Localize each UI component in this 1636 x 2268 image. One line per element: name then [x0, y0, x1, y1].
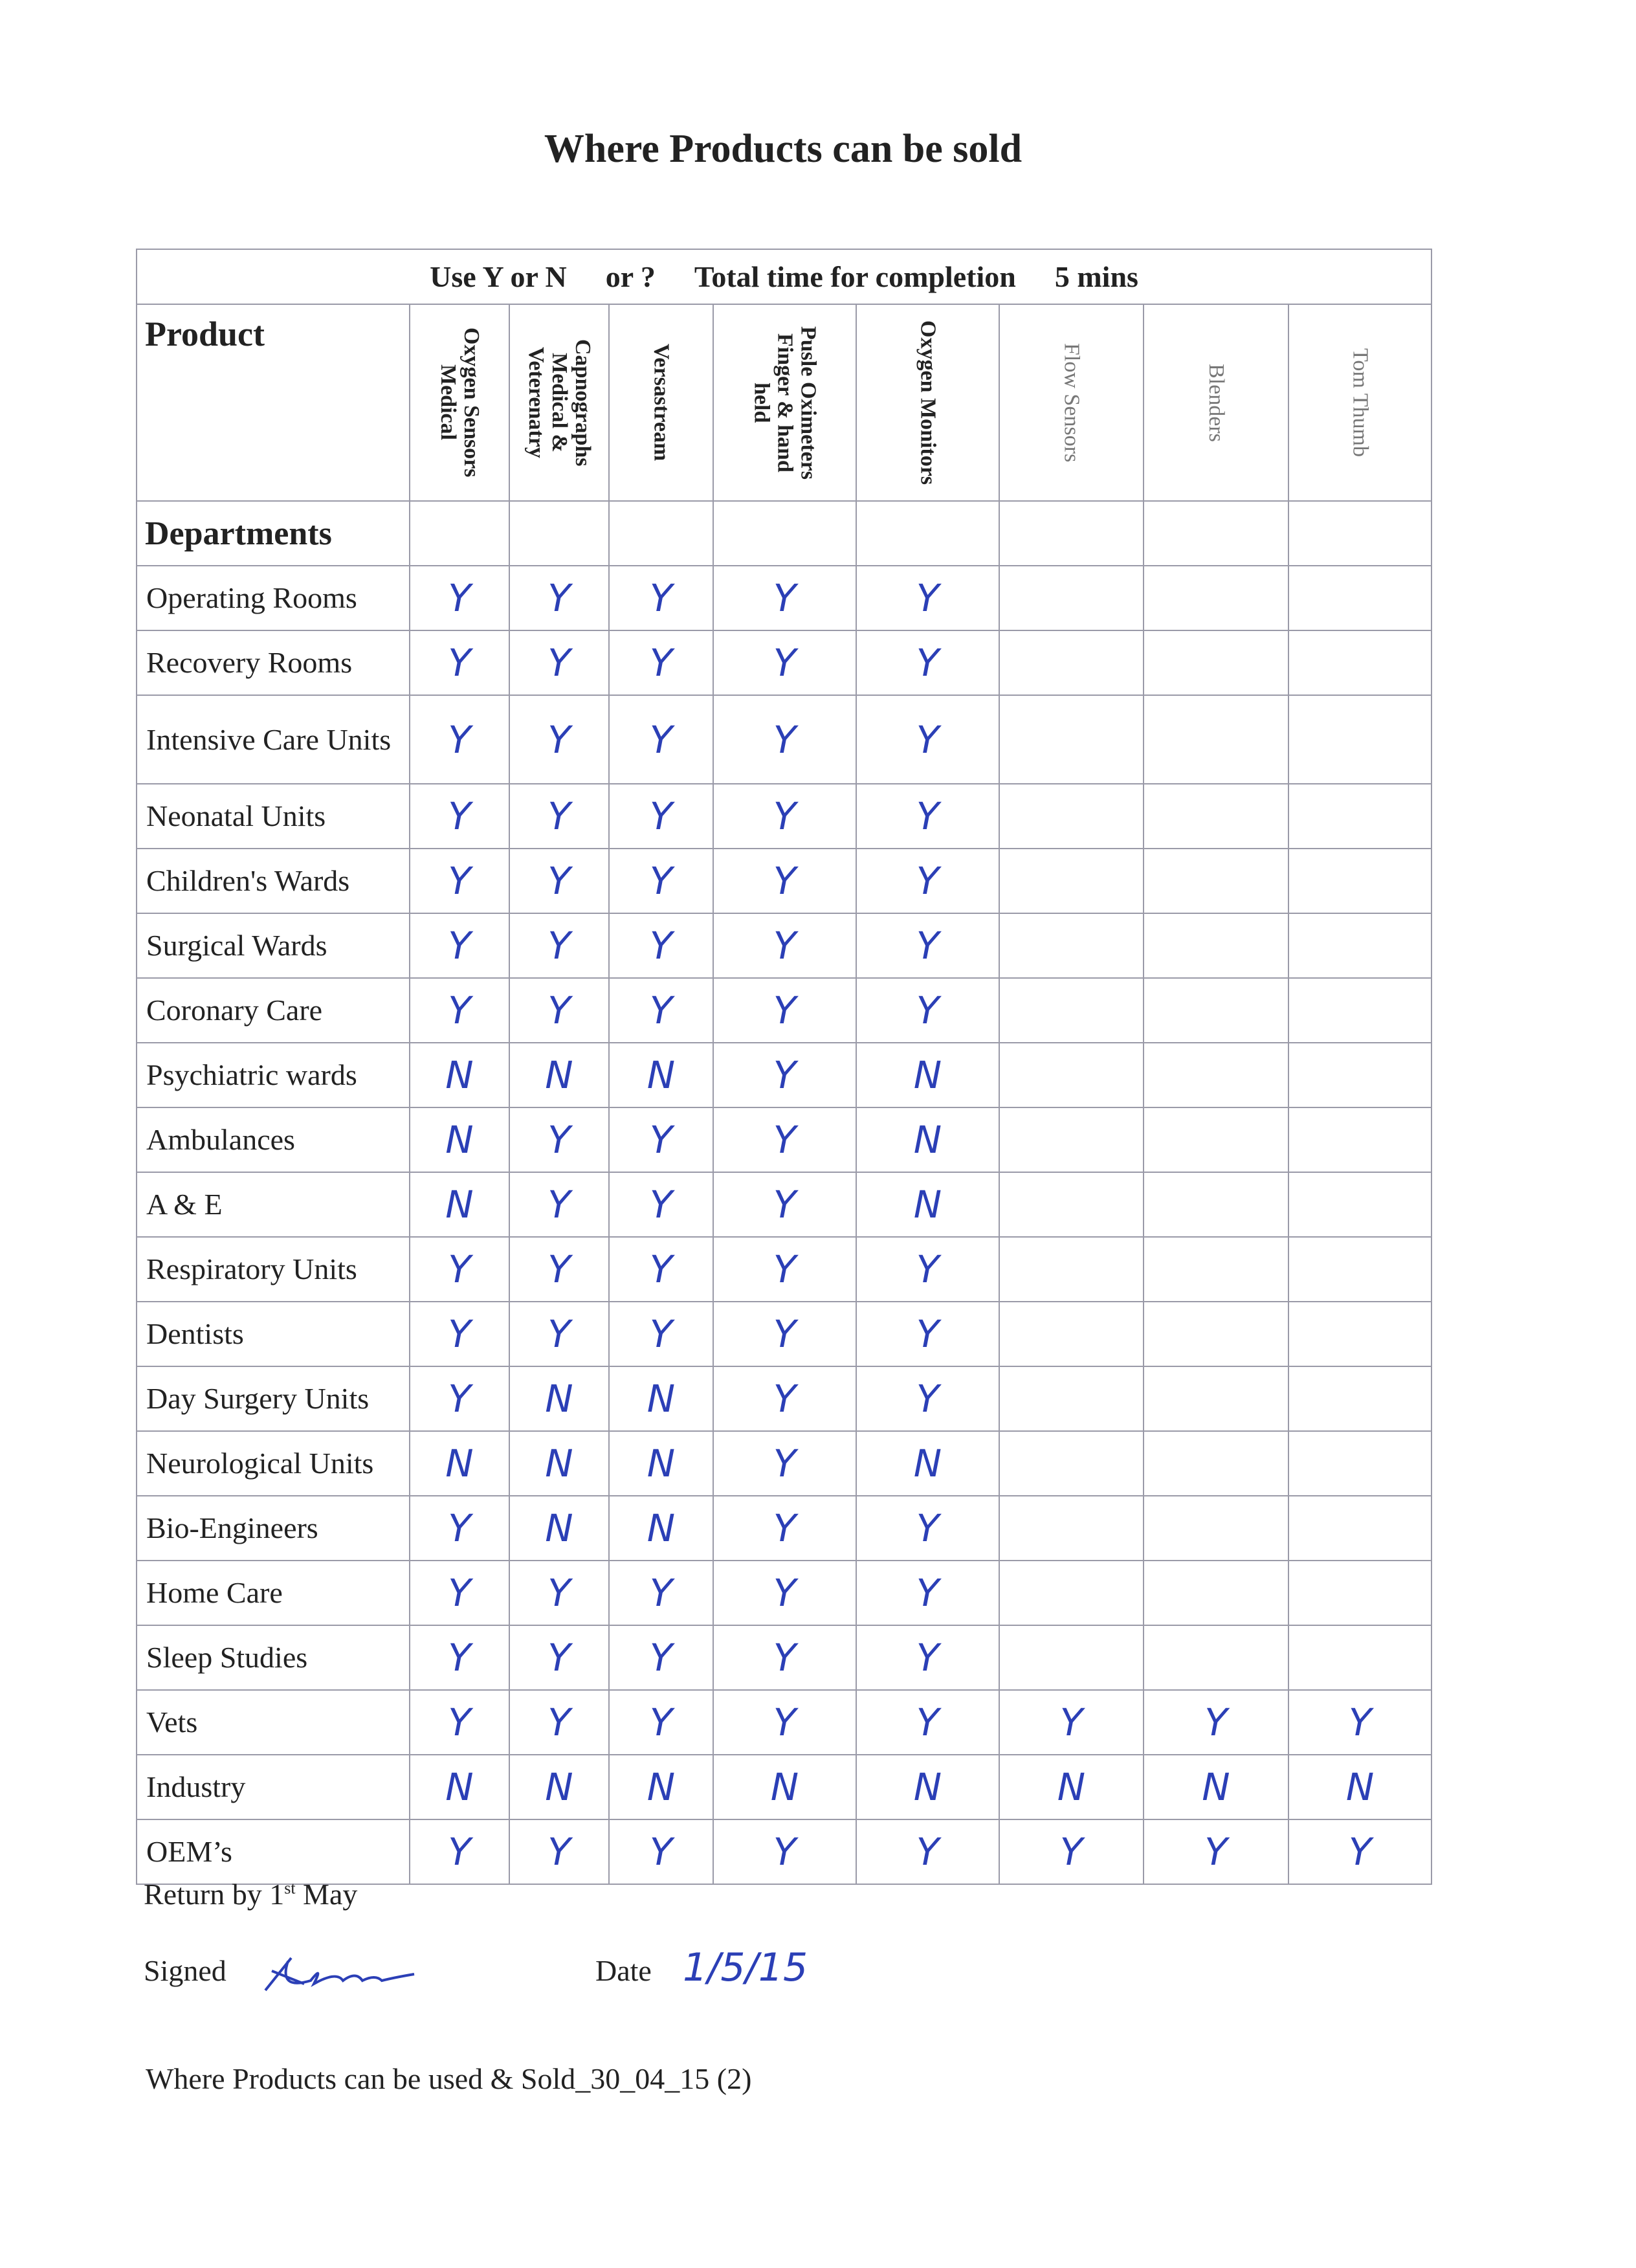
answer-cell[interactable]	[999, 1107, 1144, 1172]
table-row	[137, 1237, 1432, 1302]
answer-cell[interactable]	[1144, 1043, 1288, 1107]
answer-cell[interactable]: Y	[856, 1690, 999, 1755]
answer-cell[interactable]: Y	[713, 978, 856, 1043]
product-column-header	[999, 304, 1144, 501]
department-name: Neurological Units	[137, 1431, 410, 1496]
answer-cell[interactable]: N	[1288, 1755, 1432, 1819]
answer-cell[interactable]	[1288, 913, 1432, 978]
answer-cell[interactable]: Y	[410, 695, 509, 784]
answer-cell[interactable]: N	[856, 1107, 999, 1172]
signed-label: Signed	[144, 1954, 227, 1987]
answer-cell[interactable]: Y	[713, 1237, 856, 1302]
answer-cell[interactable]: Y	[609, 1302, 713, 1366]
department-name: Vets	[137, 1690, 410, 1755]
answer-cell[interactable]: Y	[1288, 1690, 1432, 1755]
answer-cell[interactable]: N	[410, 1755, 509, 1819]
table-row	[137, 630, 1432, 695]
answer-cell[interactable]: N	[713, 1755, 856, 1819]
answer-cell[interactable]: Y	[856, 784, 999, 849]
answer-cell[interactable]	[1144, 695, 1288, 784]
answer-cell[interactable]: Y	[713, 630, 856, 695]
answer-cell[interactable]: Y	[410, 1625, 509, 1690]
answer-cell[interactable]	[999, 978, 1144, 1043]
answer-cell[interactable]: N	[609, 1496, 713, 1561]
answer-cell[interactable]: N	[410, 1172, 509, 1237]
answer-cell[interactable]	[1144, 1496, 1288, 1561]
answer-cell[interactable]: N	[856, 1043, 999, 1107]
answer-cell[interactable]: Y	[856, 1366, 999, 1431]
answer-cell[interactable]: Y	[410, 1561, 509, 1625]
table-row	[137, 1690, 1432, 1755]
table-row	[137, 1107, 1432, 1172]
answer-cell[interactable]: N	[509, 1496, 609, 1561]
answer-cell[interactable]: Y	[509, 1172, 609, 1237]
return-by	[144, 1877, 357, 1911]
answer-cell[interactable]: Y	[609, 566, 713, 630]
answer-cell[interactable]: Y	[713, 784, 856, 849]
answer-cell[interactable]: N	[856, 1172, 999, 1237]
instructions-row	[137, 249, 1432, 304]
answer-cell[interactable]	[1288, 1237, 1432, 1302]
answer-cell[interactable]: Y	[856, 1819, 999, 1884]
departments-header: Departments	[137, 501, 410, 566]
answer-cell[interactable]: Y	[856, 566, 999, 630]
department-name: Ambulances	[137, 1107, 410, 1172]
answer-cell[interactable]: Y	[713, 1819, 856, 1884]
department-name: Neonatal Units	[137, 784, 410, 849]
empty-cell	[1288, 501, 1432, 566]
answer-cell[interactable]: N	[609, 1366, 713, 1431]
answer-cell[interactable]: Y	[509, 1237, 609, 1302]
department-name: Industry	[137, 1755, 410, 1819]
answer-cell[interactable]: Y	[509, 849, 609, 913]
answer-cell[interactable]: Y	[509, 784, 609, 849]
answer-cell[interactable]: N	[1144, 1755, 1288, 1819]
answer-cell[interactable]: Y	[999, 1819, 1144, 1884]
answer-cell[interactable]: Y	[856, 849, 999, 913]
table-row	[137, 1819, 1432, 1884]
answer-cell[interactable]: N	[410, 1043, 509, 1107]
answer-cell[interactable]: Y	[609, 1172, 713, 1237]
empty-cell	[1144, 501, 1288, 566]
product-name: Flow Sensors	[1059, 342, 1084, 463]
answer-cell[interactable]: Y	[509, 913, 609, 978]
answer-cell[interactable]	[1288, 1496, 1432, 1561]
answer-cell[interactable]: Y	[713, 695, 856, 784]
answer-cell[interactable]	[999, 1237, 1144, 1302]
product-name: Oxygen Sensors Medical	[436, 328, 483, 478]
answer-cell[interactable]	[1144, 1107, 1288, 1172]
answer-cell[interactable]: Y	[509, 978, 609, 1043]
answer-cell[interactable]: Y	[1288, 1819, 1432, 1884]
date-value: 1/5/15	[683, 1945, 808, 1990]
department-name: Coronary Care	[137, 978, 410, 1043]
date-label: Date	[595, 1954, 652, 1987]
answer-cell[interactable]: Y	[410, 566, 509, 630]
product-column-header	[609, 304, 713, 501]
answer-cell[interactable]	[1144, 978, 1288, 1043]
answer-cell[interactable]: Y	[509, 1690, 609, 1755]
answer-cell[interactable]: Y	[509, 566, 609, 630]
answer-cell[interactable]	[1288, 1431, 1432, 1496]
answer-cell[interactable]	[1288, 1561, 1432, 1625]
answer-cell[interactable]: Y	[509, 1819, 609, 1884]
answer-cell[interactable]: N	[410, 1431, 509, 1496]
answer-cell[interactable]: Y	[856, 695, 999, 784]
answer-cell[interactable]: Y	[713, 849, 856, 913]
return-by-text: Return by 1	[144, 1878, 285, 1911]
answer-cell[interactable]	[1288, 849, 1432, 913]
answer-cell[interactable]	[1144, 1625, 1288, 1690]
footer-filename: Where Products can be used & Sold_30_04_15 (2)	[146, 2062, 752, 2095]
answer-cell[interactable]: Y	[609, 1625, 713, 1690]
instruction-use: Use Y or N	[430, 260, 567, 293]
table-row	[137, 1431, 1432, 1496]
answer-cell[interactable]: Y	[410, 1366, 509, 1431]
department-name: OEM’s	[137, 1819, 410, 1884]
empty-cell	[713, 501, 856, 566]
answer-cell[interactable]: Y	[713, 566, 856, 630]
answer-cell[interactable]: N	[410, 1107, 509, 1172]
answer-cell[interactable]	[1288, 695, 1432, 784]
empty-cell	[999, 501, 1144, 566]
answer-cell[interactable]: N	[856, 1755, 999, 1819]
answer-cell[interactable]	[1144, 1431, 1288, 1496]
answer-cell[interactable]	[999, 630, 1144, 695]
answer-cell[interactable]: Y	[856, 913, 999, 978]
answer-cell[interactable]	[999, 1561, 1144, 1625]
answer-cell[interactable]	[1288, 978, 1432, 1043]
department-name: A & E	[137, 1172, 410, 1237]
answer-cell[interactable]: N	[609, 1431, 713, 1496]
instruction-or: or ?	[605, 260, 656, 293]
answer-cell[interactable]	[1288, 566, 1432, 630]
answer-cell[interactable]	[1144, 566, 1288, 630]
answer-cell[interactable]: Y	[713, 913, 856, 978]
answer-cell[interactable]: Y	[856, 1237, 999, 1302]
product-column-header	[410, 304, 509, 501]
page-title: Where Products can be sold	[544, 127, 1022, 171]
answer-cell[interactable]: Y	[856, 1625, 999, 1690]
answer-cell[interactable]: Y	[509, 1561, 609, 1625]
department-name: Day Surgery Units	[137, 1366, 410, 1431]
table-row	[137, 1755, 1432, 1819]
answer-cell[interactable]: Y	[509, 630, 609, 695]
answer-cell[interactable]	[1144, 784, 1288, 849]
answer-cell[interactable]: N	[509, 1043, 609, 1107]
answer-cell[interactable]: Y	[609, 1561, 713, 1625]
answer-cell[interactable]: Y	[609, 1107, 713, 1172]
answer-cell[interactable]: Y	[509, 1107, 609, 1172]
answer-cell[interactable]	[999, 695, 1144, 784]
department-name: Recovery Rooms	[137, 630, 410, 695]
answer-cell[interactable]: Y	[609, 978, 713, 1043]
answer-cell[interactable]	[1288, 1107, 1432, 1172]
answer-cell[interactable]	[1288, 1172, 1432, 1237]
answer-cell[interactable]: Y	[609, 1690, 713, 1755]
product-column-header	[1288, 304, 1432, 501]
answer-cell[interactable]	[1144, 913, 1288, 978]
answer-cell[interactable]	[1288, 1043, 1432, 1107]
answer-cell[interactable]: Y	[713, 1690, 856, 1755]
answer-cell[interactable]: N	[999, 1755, 1144, 1819]
time-label: Total time for completion	[694, 260, 1016, 293]
answer-cell[interactable]: Y	[410, 784, 509, 849]
answer-cell[interactable]: Y	[713, 1431, 856, 1496]
answer-cell[interactable]	[1288, 630, 1432, 695]
department-name: Sleep Studies	[137, 1625, 410, 1690]
table-row	[137, 1366, 1432, 1431]
answer-cell[interactable]: Y	[410, 1496, 509, 1561]
answer-cell[interactable]: Y	[713, 1366, 856, 1431]
answer-cell[interactable]: Y	[713, 1561, 856, 1625]
product-name: Oxygen Monitors	[916, 320, 940, 485]
answer-cell[interactable]	[1144, 1237, 1288, 1302]
answer-cell[interactable]: N	[856, 1431, 999, 1496]
answer-cell[interactable]: Y	[609, 695, 713, 784]
answer-cell[interactable]	[1144, 1561, 1288, 1625]
table-row	[137, 849, 1432, 913]
table-row	[137, 1043, 1432, 1107]
answer-cell[interactable]: Y	[609, 913, 713, 978]
product-name: Tom Thumb	[1348, 348, 1373, 457]
table-row	[137, 784, 1432, 849]
answer-cell[interactable]: Y	[713, 1107, 856, 1172]
answer-cell[interactable]: Y	[856, 1561, 999, 1625]
time-value: 5 mins	[1054, 260, 1138, 293]
return-by-month: May	[295, 1878, 358, 1911]
department-name: Intensive Care Units	[137, 695, 410, 784]
table-row	[137, 1496, 1432, 1561]
answer-cell[interactable]: Y	[856, 978, 999, 1043]
empty-cell	[509, 501, 609, 566]
answer-cell[interactable]: Y	[999, 1690, 1144, 1755]
return-by-sup: st	[284, 1878, 296, 1898]
answer-cell[interactable]	[1288, 784, 1432, 849]
answer-cell[interactable]: Y	[856, 1496, 999, 1561]
product-column-header	[1144, 304, 1288, 501]
answer-cell[interactable]: Y	[609, 1237, 713, 1302]
answer-cell[interactable]	[999, 784, 1144, 849]
answer-cell[interactable]: Y	[410, 630, 509, 695]
answer-cell[interactable]: Y	[713, 1043, 856, 1107]
answer-cell[interactable]: Y	[410, 1819, 509, 1884]
answer-cell[interactable]	[999, 849, 1144, 913]
answer-cell[interactable]: N	[509, 1366, 609, 1431]
answer-cell[interactable]	[1288, 1625, 1432, 1690]
answer-cell[interactable]: N	[509, 1755, 609, 1819]
table-row	[137, 978, 1432, 1043]
answer-cell[interactable]	[999, 1302, 1144, 1366]
table-row	[137, 566, 1432, 630]
answer-cell[interactable]	[999, 1366, 1144, 1431]
answer-cell[interactable]	[1144, 1172, 1288, 1237]
answer-cell[interactable]: Y	[410, 1690, 509, 1755]
department-name: Home Care	[137, 1561, 410, 1625]
answer-cell[interactable]: Y	[609, 1819, 713, 1884]
answer-cell[interactable]	[1288, 1302, 1432, 1366]
table-row	[137, 913, 1432, 978]
answer-cell[interactable]: Y	[410, 978, 509, 1043]
answer-cell[interactable]	[1144, 1366, 1288, 1431]
product-name: Blenders	[1204, 363, 1228, 442]
answer-cell[interactable]	[999, 1625, 1144, 1690]
answer-cell[interactable]: Y	[1144, 1690, 1288, 1755]
department-name: Children's Wards	[137, 849, 410, 913]
answer-cell[interactable]: Y	[609, 849, 713, 913]
empty-cell	[609, 501, 713, 566]
answer-cell[interactable]: Y	[509, 695, 609, 784]
answer-cell[interactable]	[1288, 1366, 1432, 1431]
table-row	[137, 1302, 1432, 1366]
answer-cell[interactable]	[1144, 1302, 1288, 1366]
product-header: Product	[137, 304, 410, 501]
empty-cell	[856, 501, 999, 566]
answer-cell[interactable]: N	[609, 1043, 713, 1107]
answer-cell[interactable]: Y	[609, 784, 713, 849]
answer-cell[interactable]: Y	[713, 1625, 856, 1690]
empty-cell	[410, 501, 509, 566]
answer-cell[interactable]	[999, 1431, 1144, 1496]
product-column-header	[713, 304, 856, 501]
product-name: Capnographs Medical & Veterenatry	[524, 339, 595, 467]
department-name: Psychiatric wards	[137, 1043, 410, 1107]
answer-cell[interactable]: Y	[410, 913, 509, 978]
answer-cell[interactable]: Y	[509, 1625, 609, 1690]
product-column-header	[856, 304, 999, 501]
table-row	[137, 1561, 1432, 1625]
department-name: Surgical Wards	[137, 913, 410, 978]
answer-cell[interactable]: Y	[856, 630, 999, 695]
answer-cell[interactable]: Y	[410, 1302, 509, 1366]
department-name: Operating Rooms	[137, 566, 410, 630]
answer-cell[interactable]: Y	[1144, 1819, 1288, 1884]
answer-cell[interactable]: Y	[509, 1302, 609, 1366]
answer-cell[interactable]: Y	[609, 630, 713, 695]
department-name: Dentists	[137, 1302, 410, 1366]
product-name: Pusle Oximeters Finger & hand held	[749, 326, 821, 480]
answer-cell[interactable]: Y	[856, 1302, 999, 1366]
products-table	[136, 249, 1432, 1885]
department-name: Bio-Engineers	[137, 1496, 410, 1561]
table-row	[137, 695, 1432, 784]
table-row	[137, 1625, 1432, 1690]
answer-cell[interactable]: Y	[713, 1496, 856, 1561]
answer-cell[interactable]	[999, 566, 1144, 630]
answer-cell[interactable]	[1144, 630, 1288, 695]
table-row	[137, 1172, 1432, 1237]
answer-cell[interactable]	[999, 1496, 1144, 1561]
answer-cell[interactable]: Y	[410, 849, 509, 913]
signature	[252, 1945, 421, 2003]
answer-cell[interactable]	[1144, 849, 1288, 913]
answer-cell[interactable]: N	[509, 1431, 609, 1496]
answer-cell[interactable]: N	[609, 1755, 713, 1819]
answer-cell[interactable]	[999, 1172, 1144, 1237]
product-column-header	[509, 304, 609, 501]
product-name: Versastream	[649, 344, 674, 461]
answer-cell[interactable]	[999, 1043, 1144, 1107]
answer-cell[interactable]: Y	[713, 1172, 856, 1237]
answer-cell[interactable]: Y	[713, 1302, 856, 1366]
answer-cell[interactable]: Y	[410, 1237, 509, 1302]
department-name: Respiratory Units	[137, 1237, 410, 1302]
answer-cell[interactable]	[999, 913, 1144, 978]
